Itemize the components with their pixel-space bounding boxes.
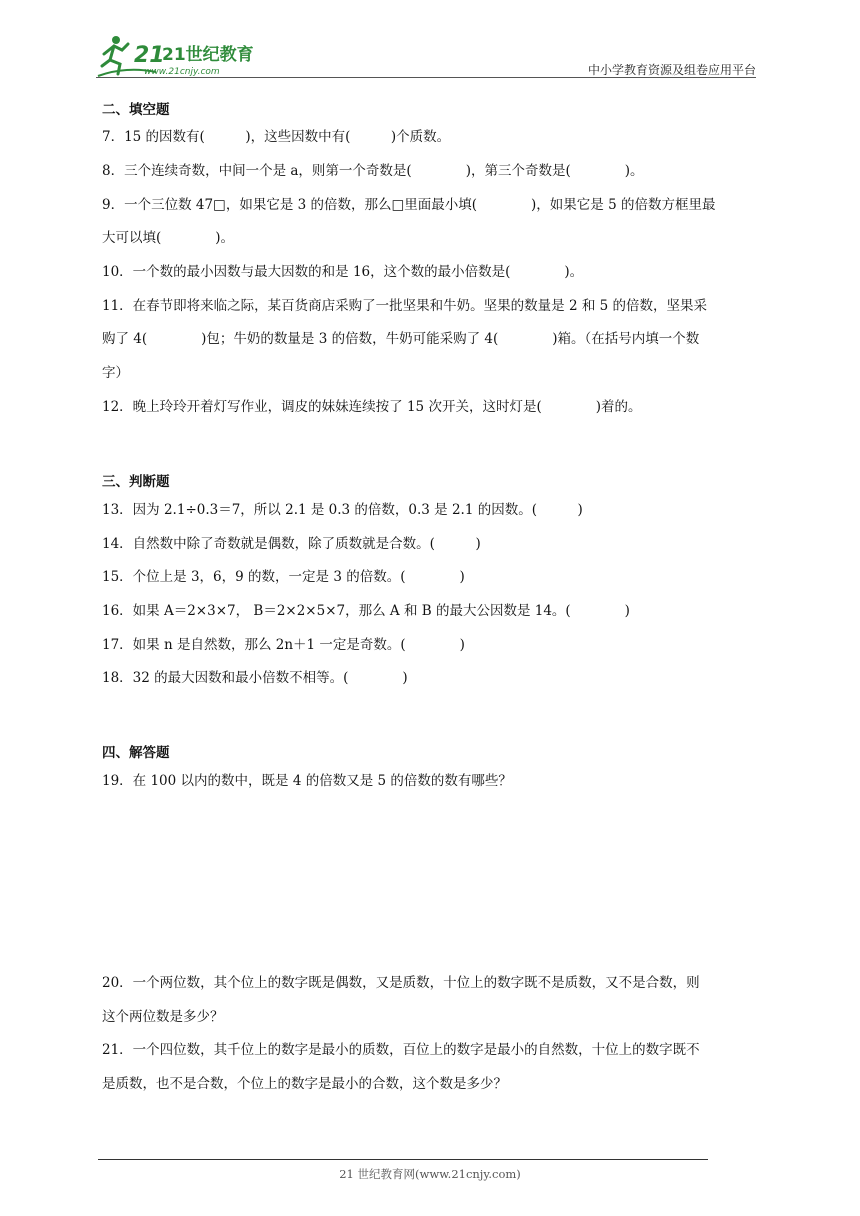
question-11-line3: 字） [102, 365, 129, 381]
question-11-line1: 11．在春节即将来临之际，某百货商店采购了一批坚果和牛奶。坚果的数量是 2 和 5 的倍数，坚果采 [102, 298, 708, 314]
question-11-line2: 购了 4( )包；牛奶的数量是 3 的倍数，牛奶可能采购了 4( )箱。（在括号内填一个数 [102, 331, 700, 347]
question-8: 8．三个连续奇数，中间一个是 a，则第一个奇数是( )，第三个奇数是( )。 [102, 163, 644, 179]
question-17: 17．如果 n 是自然数，那么 2n＋1 一定是奇数。( ) [102, 637, 465, 653]
question-20-line2: 这个两位数是多少？ [102, 1009, 224, 1025]
question-13: 13．因为 2.1÷0.3＝7，所以 2.1 是 0.3 的倍数，0.3 是 2.1 的因数。( ) [102, 502, 583, 518]
page-header [96, 30, 756, 82]
question-7: 7．15 的因数有( )，这些因数中有( )个质数。 [102, 129, 451, 145]
21cnjy-logo [96, 32, 266, 80]
section-title-answer: 四、解答题 [102, 745, 170, 761]
question-15: 15．个位上是 3，6，9 的数，一定是 3 的倍数。( ) [102, 569, 465, 585]
question-21-line2: 是质数，也不是合数，个位上的数字是最小的合数，这个数是多少？ [102, 1076, 507, 1092]
question-18: 18．32 的最大因数和最小倍数不相等。( ) [102, 670, 408, 686]
svg-text:www.21cnjy.com: www.21cnjy.com [144, 67, 220, 77]
question-20-line1: 20．一个两位数，其个位上的数字既是偶数，又是质数，十位上的数字既不是质数，又不是合数，则 [102, 975, 700, 991]
question-9-line2: 大可以填( )。 [102, 230, 235, 246]
question-9-line1: 9．一个三位数 47□，如果它是 3 的倍数，那么□里面最小填( )，如果它是 5 的倍数方框里最 [102, 197, 716, 213]
question-21-line1: 21．一个四位数，其千位上的数字是最小的质数，百位上的数字是最小的自然数，十位上的数字既不 [102, 1042, 700, 1058]
svg-text:21: 21 [134, 43, 165, 68]
question-12: 12．晚上玲玲开着灯写作业，调皮的妹妹连续按了 15 次开关，这时灯是( )着的。 [102, 399, 642, 415]
section-title-judge: 三、判断题 [102, 474, 170, 490]
question-19: 19．在 100 以内的数中，既是 4 的倍数又是 5 的倍数的数有哪些？ [102, 773, 512, 789]
question-16: 16．如果 A＝2×3×7， B＝2×2×5×7，那么 A 和 B 的最大公因数是 14。( ) [102, 603, 630, 619]
page-footer: 21 世纪教育网(www.21cnjy.com) [339, 1167, 521, 1181]
question-10: 10．一个数的最小因数与最大因数的和是 16，这个数的最小倍数是( )。 [102, 264, 584, 280]
header-divider [96, 77, 756, 78]
section-title-fill: 二、填空题 [102, 102, 170, 118]
footer-divider [98, 1159, 708, 1160]
platform-name: 中小学教育资源及组卷应用平台 [587, 63, 756, 77]
svg-text:21世纪教育: 21世纪教育 [162, 45, 254, 65]
question-14: 14．自然数中除了奇数就是偶数，除了质数就是合数。( ) [102, 536, 481, 552]
